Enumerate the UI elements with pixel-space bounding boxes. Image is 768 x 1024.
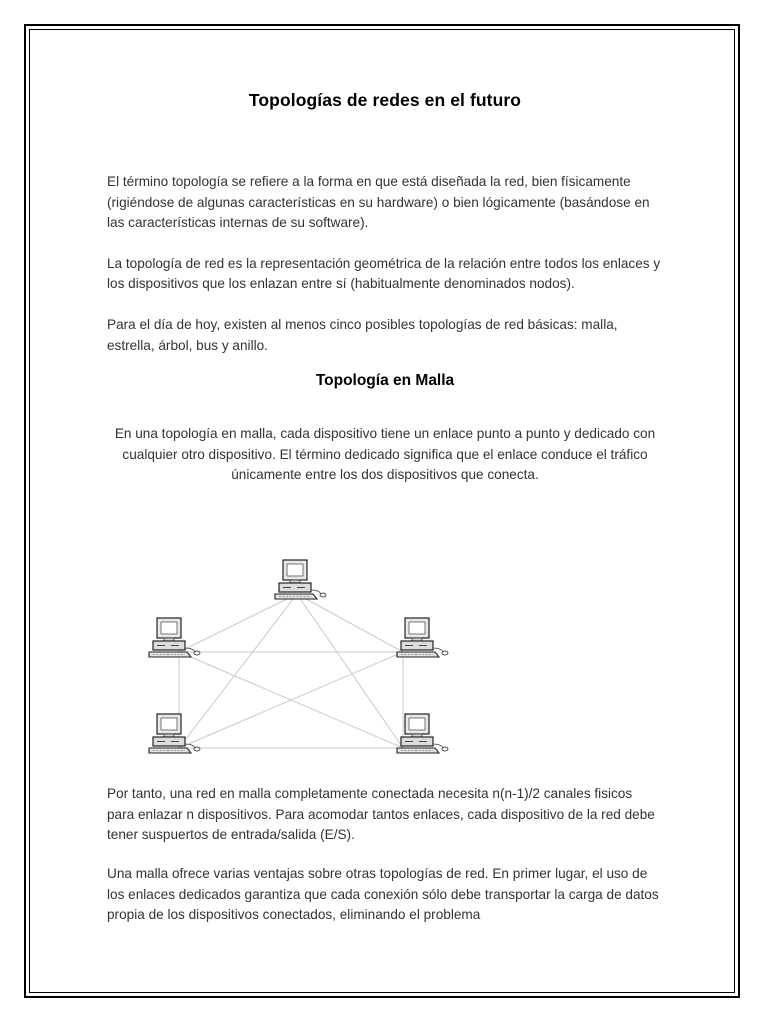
- document-title: Topologías de redes en el futuro: [248, 90, 522, 110]
- computer-top: [275, 560, 326, 599]
- section-paragraph-2: Una malla ofrece varias ventajas sobre otras topologías de red. En primer lugar, el uso de los enlaces dedicados garantiza que cada conexión sólo debe transportar la carga de datos propia de los dispositivos conectados, eliminando el problema: [107, 866, 659, 923]
- mesh-links: [179, 594, 403, 748]
- intro-paragraph-1: El término topología se refiere a la forma en que está diseñada la red, bien físicamente (rigiéndose de algunas características en su hardware) o bien lógicamente (basándose en las características internas de su software).: [107, 174, 650, 231]
- document-body: [107, 90, 663, 486]
- link-top-left: [179, 594, 297, 652]
- section-lead-paragraph: En una topología en malla, cada dispositivo tiene un enlace punto a punto y dedicado con cualquier otro dispositivo. El término dedicado significa que el enlace conduce el tráfico únicamente entre los dos dispositivos que conecta.: [114, 426, 656, 483]
- computer-bottom-right: [397, 714, 448, 753]
- section-title: Topología en Malla: [315, 372, 455, 390]
- computer-right: [397, 618, 448, 657]
- intro-paragraph-3: Para el día de hoy, existen al menos cinco posibles topologías de red básicas: malla, estrella, árbol, bus y anillo.: [107, 316, 618, 353]
- link-top-right: [297, 594, 403, 652]
- mesh-topology-diagram: [107, 540, 485, 768]
- section-paragraph-1: Por tanto, una red en malla completamente conectada necesita n(n-1)/2 canales fisicos para enlazar n dispositivos. Para acomodar tantos enlaces, cada dispositivo de la red debe tener suspuertos de entrada/salida (E/S).: [107, 786, 655, 843]
- computer-left: [149, 618, 200, 657]
- computer-bottom-left: [149, 714, 200, 753]
- intro-paragraph-2: La topología de red es la representación geométrica de la relación entre todos los enlaces y los dispositivos que los enlazan entre sí (habitualmente denominados nodos).: [107, 255, 661, 292]
- link-top-bottomleft: [179, 594, 297, 748]
